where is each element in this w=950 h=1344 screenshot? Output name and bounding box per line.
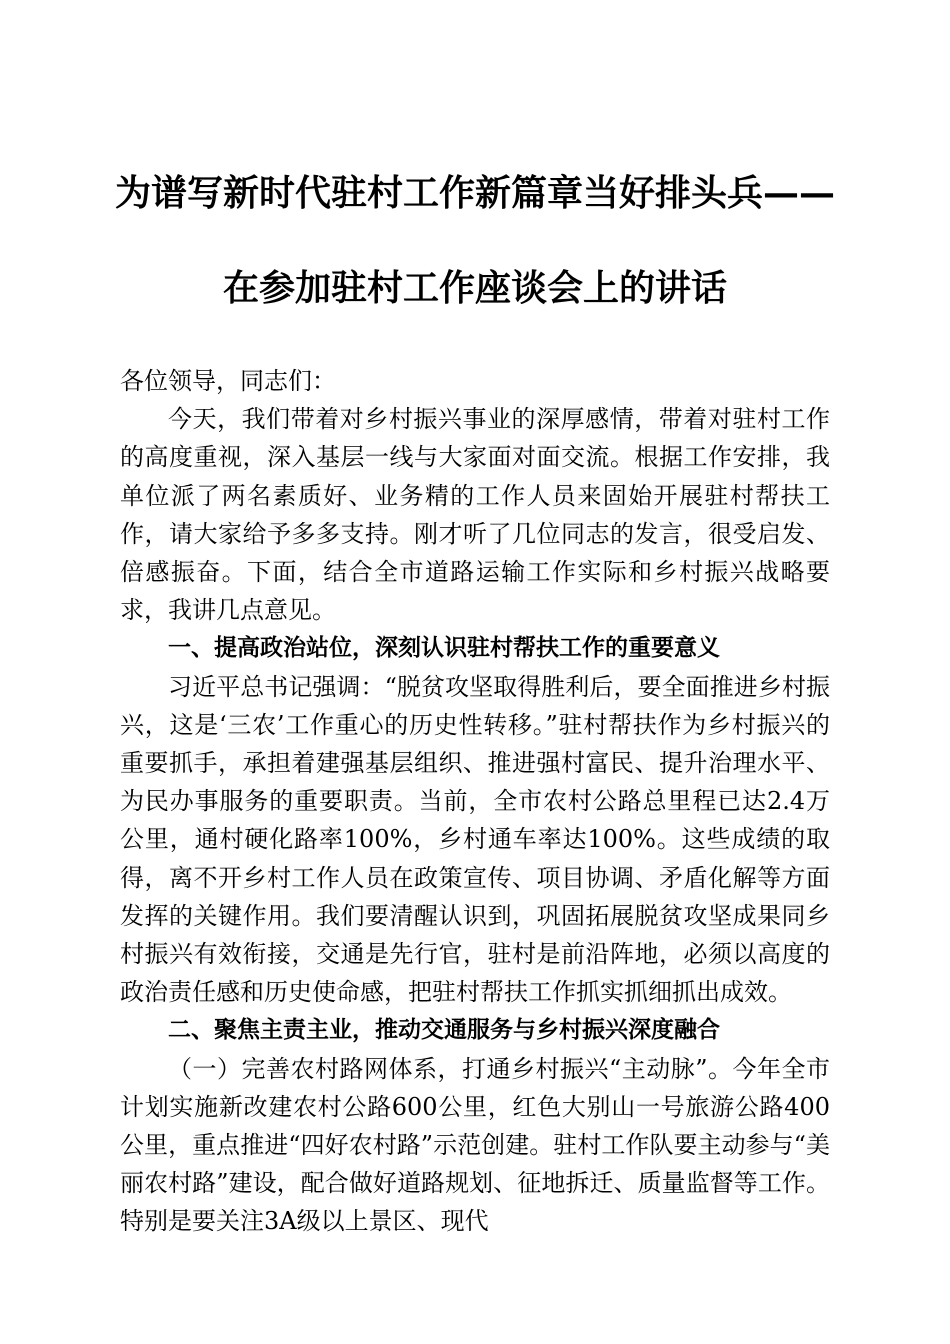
document-title-line-1: 为谱写新时代驻村工作新篇章当好排头兵—— bbox=[114, 172, 835, 214]
section-heading-1: 一、提高政治站位，深刻认识驻村帮扶工作的重要意义 bbox=[168, 635, 720, 662]
document-body bbox=[120, 362, 830, 1241]
salutation: 各位领导，同志们： bbox=[120, 367, 336, 395]
paragraph-section-1: 习近平总书记强调：“脱贫攻坚取得胜利后，要全面推进乡村振兴，这是‘三农’工作重心的历史性转移。”驻村帮扶作为乡村振兴的重要抓手，承担着建强基层组织、推进强村富民、提升治理水平、为民办事服务的重要职责。当前，全市农村公路总里程已达2.4万公里，通村硬化路率100%，乡村通车率达100%。这些成绩的取得，离不开乡村工作人员在政策宣传、项目协调、矛盾化解等方面发挥的关键作用。我们要清醒认识到，巩固拓展脱贫攻坚成果同乡村振兴有效衔接，交通是先行官，驻村是前沿阵地，必须以高度的政治责任感和历史使命感，把驻村帮扶工作抓实抓细抓出成效。 bbox=[120, 672, 830, 1007]
paragraph-section-2: （一）完善农村路网体系，打通乡村振兴“主动脉”。今年全市计划实施新改建农村公路600公里，红色大别山一号旅游公路400公里，重点推进“四好农村路”示范创建。驻村工作队要主动参与“美丽农村路”建设，配合做好道路规划、征地拆迁、质量监督等工作。特别是要关注3A级以上景区、现代 bbox=[120, 1054, 830, 1236]
section-heading-2: 二、聚焦主责主业，推动交通服务与乡村振兴深度融合 bbox=[168, 1017, 720, 1044]
document-title-line-2: 在参加驻村工作座谈会上的讲话 bbox=[222, 267, 727, 309]
paragraph-intro: 今天，我们带着对乡村振兴事业的深厚感情，带着对驻村工作的高度重视，深入基层一线与大家面对面交流。根据工作安排，我单位派了两名素质好、业务精的工作人员来固始开展驻村帮扶工作，请大家给予多多支持。刚才听了几位同志的发言，很受启发、倍感振奋。下面，结合全市道路运输工作实际和乡村振兴战略要求，我讲几点意见。 bbox=[120, 405, 830, 625]
